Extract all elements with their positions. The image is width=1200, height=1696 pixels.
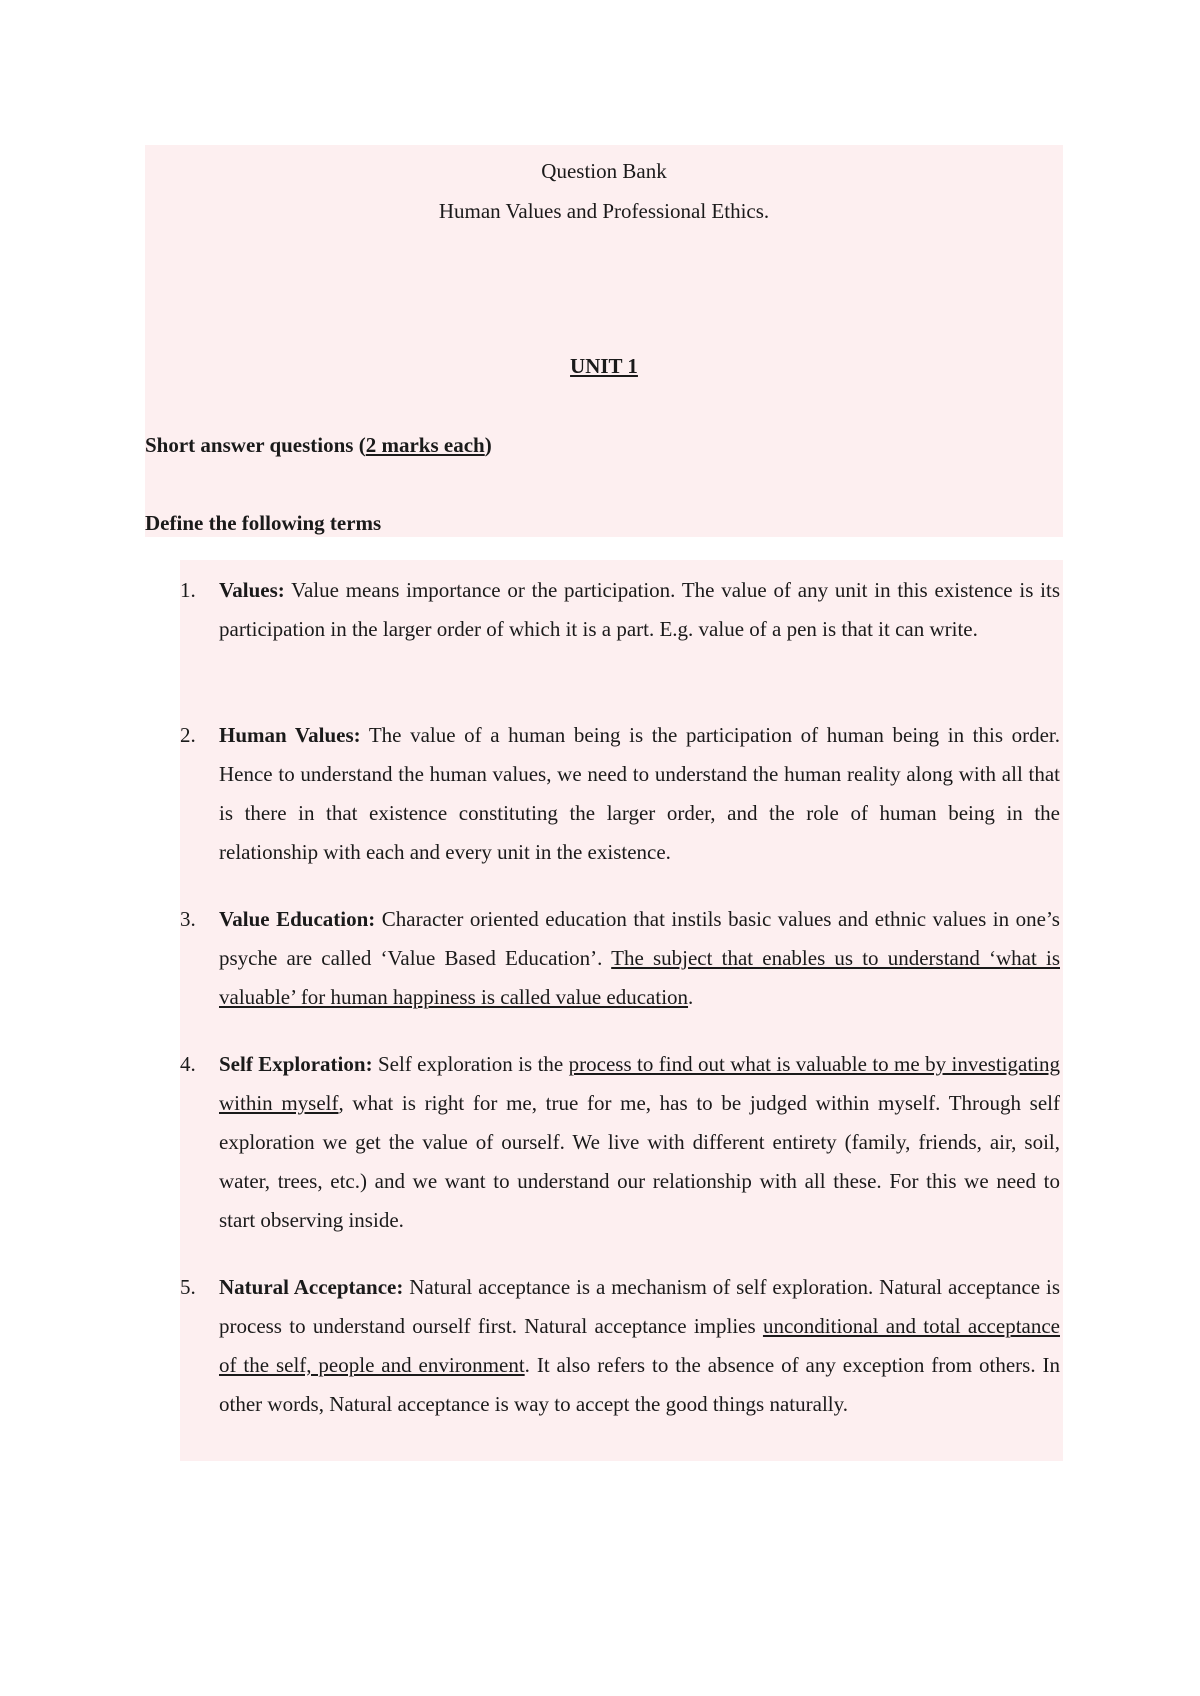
item-number: 3. bbox=[180, 907, 196, 931]
short-marks: 2 marks each bbox=[365, 433, 485, 457]
list-item bbox=[180, 900, 1060, 1017]
short-answer-heading bbox=[145, 430, 1063, 460]
item-term: Values: bbox=[219, 578, 285, 602]
item-number: 1. bbox=[180, 578, 196, 602]
item-text: Natural acceptance is a mechanism of self exploration. Natural acceptance is process to understand ourself first. Natural acceptance implies bbox=[219, 1275, 1061, 1338]
item-number: 4. bbox=[180, 1052, 196, 1076]
short-prefix: Short answer questions ( bbox=[145, 433, 366, 457]
document-subtitle: Human Values and Professional Ethics. bbox=[438, 199, 770, 223]
item-term: Value Education: bbox=[219, 907, 376, 931]
item-term: Self Exploration: bbox=[219, 1052, 373, 1076]
item-number: 2. bbox=[180, 723, 196, 747]
document-title: Question Bank bbox=[541, 159, 667, 183]
item-term: Natural Acceptance: bbox=[219, 1275, 404, 1299]
define-heading: Define the following terms bbox=[145, 511, 382, 535]
item-text-end: , what is right for me, true for me, has to be judged within myself. Through self exploration we get the value of ourself. We live with different entirety (family, friends, air, soil, water, trees, etc.) and we want to understand our relationship with all these. For this we need to start observing inside. bbox=[219, 1091, 1061, 1232]
item-text: Self exploration is the bbox=[372, 1052, 569, 1076]
list-item bbox=[180, 716, 1060, 872]
item-underlined-text: process to find out what is valuable to me by investigating within myself bbox=[219, 1052, 1060, 1115]
item-text-end: . It also refers to the absence of any exception from others. In other words, Natural acceptance is way to accept the good things naturally. bbox=[219, 1353, 1060, 1416]
item-text: Character oriented education that instils basic values and ethnic values in one’s psyche are called ‘Value Based Education’. bbox=[219, 907, 1060, 970]
list-item bbox=[180, 1268, 1060, 1424]
item-underlined-text: The subject that enables us to understand ‘what is valuable’ for human happiness is called value education bbox=[219, 946, 1060, 1009]
list-item bbox=[180, 571, 1060, 649]
item-text: The value of a human being is the participation of human being in this order. Hence to understand the human values, we need to understand the human reality along with all that is there in that existence constituting the larger order, and the role of human being in the relationship with each and every unit in the existence. bbox=[219, 723, 1060, 864]
item-text-end: . bbox=[688, 985, 694, 1009]
item-text: Value means importance or the participation. The value of any unit in this existence is its participation in the larger order of which it is a part. E.g. value of a pen is that it can write. bbox=[219, 578, 1060, 641]
item-underlined-text: unconditional and total acceptance of the self, people and environment bbox=[219, 1314, 1060, 1377]
list-item bbox=[180, 1045, 1060, 1240]
short-suffix: ) bbox=[484, 433, 492, 457]
unit-heading: UNIT 1 bbox=[570, 354, 638, 378]
item-term: Human Values: bbox=[219, 723, 361, 747]
item-number: 5. bbox=[180, 1275, 196, 1299]
